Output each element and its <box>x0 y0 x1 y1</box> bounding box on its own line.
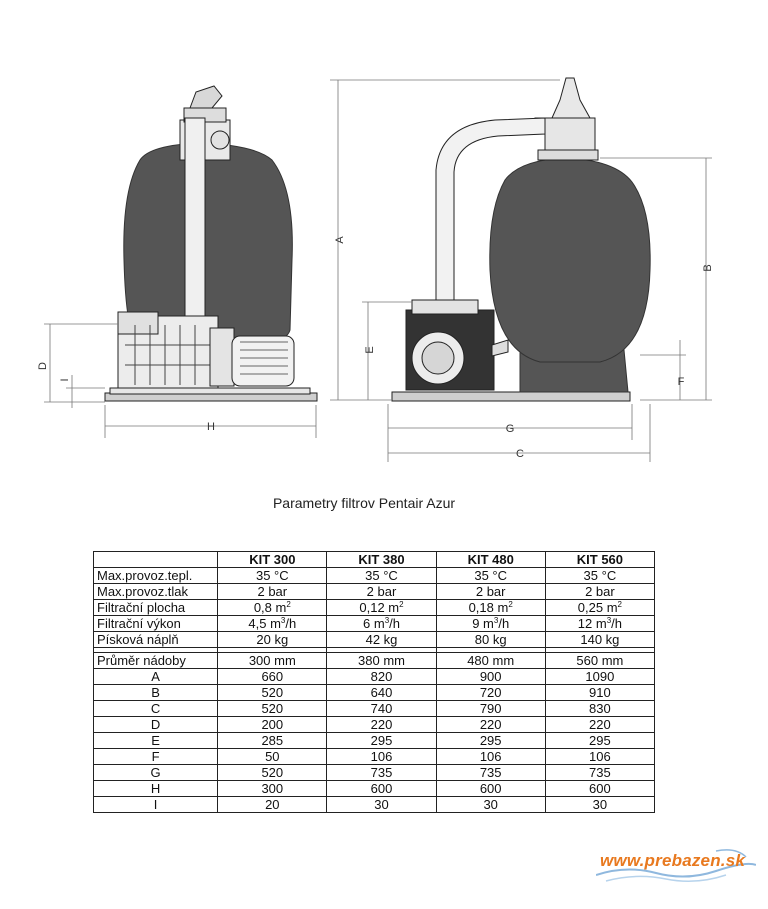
table-cell <box>218 600 327 616</box>
parameters-body <box>94 568 655 648</box>
table-cell <box>436 701 545 717</box>
table-cell <box>545 584 654 600</box>
cell-value: 50 <box>265 749 280 764</box>
cell-value: 2 bar <box>585 584 615 599</box>
row-label-d: D <box>94 717 218 733</box>
cell-value: 790 <box>479 701 502 716</box>
table-cell <box>327 781 436 797</box>
table-row <box>94 749 655 765</box>
row-label-b: B <box>94 685 218 701</box>
cell-value: 0,25 m <box>577 600 618 615</box>
table-cell <box>545 781 654 797</box>
cell-value: 910 <box>589 685 611 700</box>
cell-value: 140 kg <box>580 632 620 647</box>
cell-suffix: /h <box>389 616 400 631</box>
row-label-h: H <box>94 781 218 797</box>
table-cell <box>327 616 436 632</box>
table-row <box>94 653 655 669</box>
cell-value: 600 <box>370 781 393 796</box>
header-kit-300: KIT 300 <box>218 552 327 568</box>
table-cell <box>218 616 327 632</box>
right-filter-kit <box>392 78 650 401</box>
table-cell <box>327 685 436 701</box>
cell-value: 520 <box>261 765 284 780</box>
cell-value: 0,18 m <box>468 600 509 615</box>
table-cell <box>436 717 545 733</box>
cell-value: 42 kg <box>365 632 398 647</box>
cell-value: 820 <box>370 669 393 684</box>
cell-value: 285 <box>261 733 284 748</box>
table-cell <box>327 632 436 648</box>
row-label-filtracni-plocha: Filtrační plocha <box>94 600 218 616</box>
table-cell <box>327 653 436 669</box>
dim-label-i: I <box>59 378 71 382</box>
table-row <box>94 685 655 701</box>
table-cell <box>436 600 545 616</box>
cell-value: 600 <box>589 781 611 796</box>
table-cell <box>545 717 654 733</box>
cell-value: 720 <box>479 685 502 700</box>
cell-value: 295 <box>370 733 393 748</box>
cell-suffix: /h <box>285 616 297 631</box>
cell-value: 220 <box>370 717 393 732</box>
cell-value: 30 <box>592 797 608 812</box>
cell-value: 30 <box>374 797 389 812</box>
cell-value: 740 <box>370 701 393 716</box>
table-cell <box>545 685 654 701</box>
table-cell <box>327 600 436 616</box>
cell-value: 480 mm <box>467 653 515 668</box>
table-cell <box>327 797 436 813</box>
table-cell <box>218 701 327 717</box>
cell-value: 35 °C <box>583 568 617 583</box>
table-cell <box>545 765 654 781</box>
cell-superscript: 2 <box>617 600 622 609</box>
table-row <box>94 584 655 600</box>
table-cell <box>436 584 545 600</box>
left-filter-kit <box>105 86 317 401</box>
table-cell <box>436 749 545 765</box>
table-cell <box>545 733 654 749</box>
cell-value: 295 <box>479 733 502 748</box>
table-cell <box>545 632 654 648</box>
cell-value: 2 bar <box>475 584 506 599</box>
table-cell <box>218 797 327 813</box>
cell-superscript: 2 <box>508 600 513 609</box>
table-cell <box>436 781 545 797</box>
table-row <box>94 616 655 632</box>
dim-label-b: B <box>702 264 714 272</box>
table-cell <box>545 797 654 813</box>
cell-value: 20 kg <box>256 632 289 647</box>
table-cell <box>218 717 327 733</box>
cell-superscript: 3 <box>606 616 612 625</box>
cell-value: 520 <box>261 701 284 716</box>
table-cell <box>327 568 436 584</box>
table-cell <box>218 669 327 685</box>
table-cell <box>545 616 654 632</box>
cell-value: 20 <box>265 797 280 812</box>
cell-value: 12 m <box>577 616 607 631</box>
cell-value: 35 °C <box>255 568 289 583</box>
cell-value: 735 <box>370 765 393 780</box>
table-cell <box>218 733 327 749</box>
cell-value: 2 bar <box>366 584 397 599</box>
dim-label-h: H <box>207 421 215 433</box>
table-cell <box>545 568 654 584</box>
cell-value: 80 kg <box>474 632 507 647</box>
table-cell <box>218 584 327 600</box>
dim-label-f: F <box>677 376 685 388</box>
cell-value: 735 <box>589 765 611 780</box>
header-empty <box>94 552 218 568</box>
table-cell <box>545 653 654 669</box>
table-row <box>94 717 655 733</box>
cell-value: 220 <box>479 717 502 732</box>
header-row <box>94 552 655 568</box>
row-label-a: A <box>94 669 218 685</box>
table-cell <box>327 669 436 685</box>
table-cell <box>218 653 327 669</box>
cell-value: 600 <box>479 781 502 796</box>
cell-value: 106 <box>589 749 611 764</box>
table-row <box>94 781 655 797</box>
cell-value: 300 <box>261 781 284 796</box>
table-cell <box>218 781 327 797</box>
row-label-g: G <box>94 765 218 781</box>
table-row <box>94 632 655 648</box>
dim-label-g: G <box>505 423 515 435</box>
cell-value: 0,12 m <box>359 600 400 615</box>
cell-value: 900 <box>479 669 502 684</box>
table-cell <box>545 701 654 717</box>
table-cell <box>218 632 327 648</box>
table-cell <box>545 669 654 685</box>
header-kit-380: KIT 380 <box>327 552 436 568</box>
specs-table <box>93 551 655 813</box>
cell-suffix: /h <box>498 616 510 631</box>
cell-superscript: 2 <box>286 600 291 609</box>
table-cell <box>436 733 545 749</box>
table-cell <box>327 765 436 781</box>
cell-value: 735 <box>479 765 502 780</box>
table-cell <box>436 616 545 632</box>
cell-value: 300 mm <box>248 653 296 668</box>
cell-value: 660 <box>261 669 284 684</box>
table-row <box>94 765 655 781</box>
cell-value: 295 <box>589 733 611 748</box>
table-cell <box>218 568 327 584</box>
cell-superscript: 2 <box>399 600 404 609</box>
cell-value: 0,8 m <box>253 600 287 615</box>
cell-value: 560 mm <box>576 653 624 668</box>
cell-value: 35 °C <box>474 568 508 583</box>
table-cell <box>436 797 545 813</box>
row-label-c: C <box>94 701 218 717</box>
table-cell <box>545 749 654 765</box>
table-row <box>94 600 655 616</box>
cell-value: 9 m <box>472 616 494 631</box>
cell-value: 6 m <box>363 616 385 631</box>
table-cell <box>327 717 436 733</box>
cell-value: 106 <box>479 749 502 764</box>
cell-value: 106 <box>370 749 393 764</box>
logo-text: www.prebazen.sk <box>600 851 746 870</box>
table-cell <box>545 600 654 616</box>
table-cell <box>436 669 545 685</box>
dim-label-d: D <box>37 362 49 370</box>
table-cell <box>327 733 436 749</box>
cell-value: 1090 <box>585 669 615 684</box>
dim-label-a: A <box>334 236 346 244</box>
table-cell <box>436 568 545 584</box>
table-cell <box>327 584 436 600</box>
table-cell <box>327 701 436 717</box>
cell-value: 220 <box>589 717 611 732</box>
cell-superscript: 3 <box>384 616 390 625</box>
header-kit-480: KIT 480 <box>436 552 545 568</box>
cell-superscript: 3 <box>280 616 286 625</box>
row-label-prumer-nadoby: Průměr nádoby <box>94 653 218 669</box>
row-label-i: I <box>94 797 218 813</box>
cell-value: 200 <box>261 717 284 732</box>
row-label-max-provoz-tlak: Max.provoz.tlak <box>94 584 218 600</box>
table-row <box>94 669 655 685</box>
table-row <box>94 568 655 584</box>
table-row <box>94 733 655 749</box>
cell-value: 2 bar <box>257 584 288 599</box>
table-cell <box>436 685 545 701</box>
cell-value: 30 <box>483 797 498 812</box>
row-label-max-provoz-tepl: Max.provoz.tepl. <box>94 568 218 584</box>
table-caption: Parametry filtrov Pentair Azur <box>272 495 456 511</box>
row-label-filtracni-vykon: Filtrační výkon <box>94 616 218 632</box>
cell-value: 35 °C <box>365 568 398 583</box>
row-label-f: F <box>94 749 218 765</box>
table-cell <box>436 632 545 648</box>
dim-label-e: E <box>364 346 376 354</box>
table-row <box>94 797 655 813</box>
dim-label-c: C <box>516 448 524 460</box>
cell-value: 520 <box>261 685 284 700</box>
row-label-piskova-napln: Písková náplň <box>94 632 218 648</box>
table-cell <box>218 749 327 765</box>
dimensions-body <box>94 653 655 813</box>
table-cell <box>436 653 545 669</box>
cell-suffix: /h <box>611 616 622 631</box>
cell-value: 4,5 m <box>248 616 281 631</box>
table-row <box>94 701 655 717</box>
table-cell <box>218 685 327 701</box>
table-cell <box>327 749 436 765</box>
cell-value: 380 mm <box>358 653 405 668</box>
cell-superscript: 3 <box>493 616 499 625</box>
table-cell <box>436 765 545 781</box>
table-cell <box>218 765 327 781</box>
header-kit-560: KIT 560 <box>545 552 654 568</box>
prebazen-logo <box>596 843 756 887</box>
row-label-e: E <box>94 733 218 749</box>
cell-value: 640 <box>370 685 393 700</box>
cell-value: 830 <box>589 701 611 716</box>
